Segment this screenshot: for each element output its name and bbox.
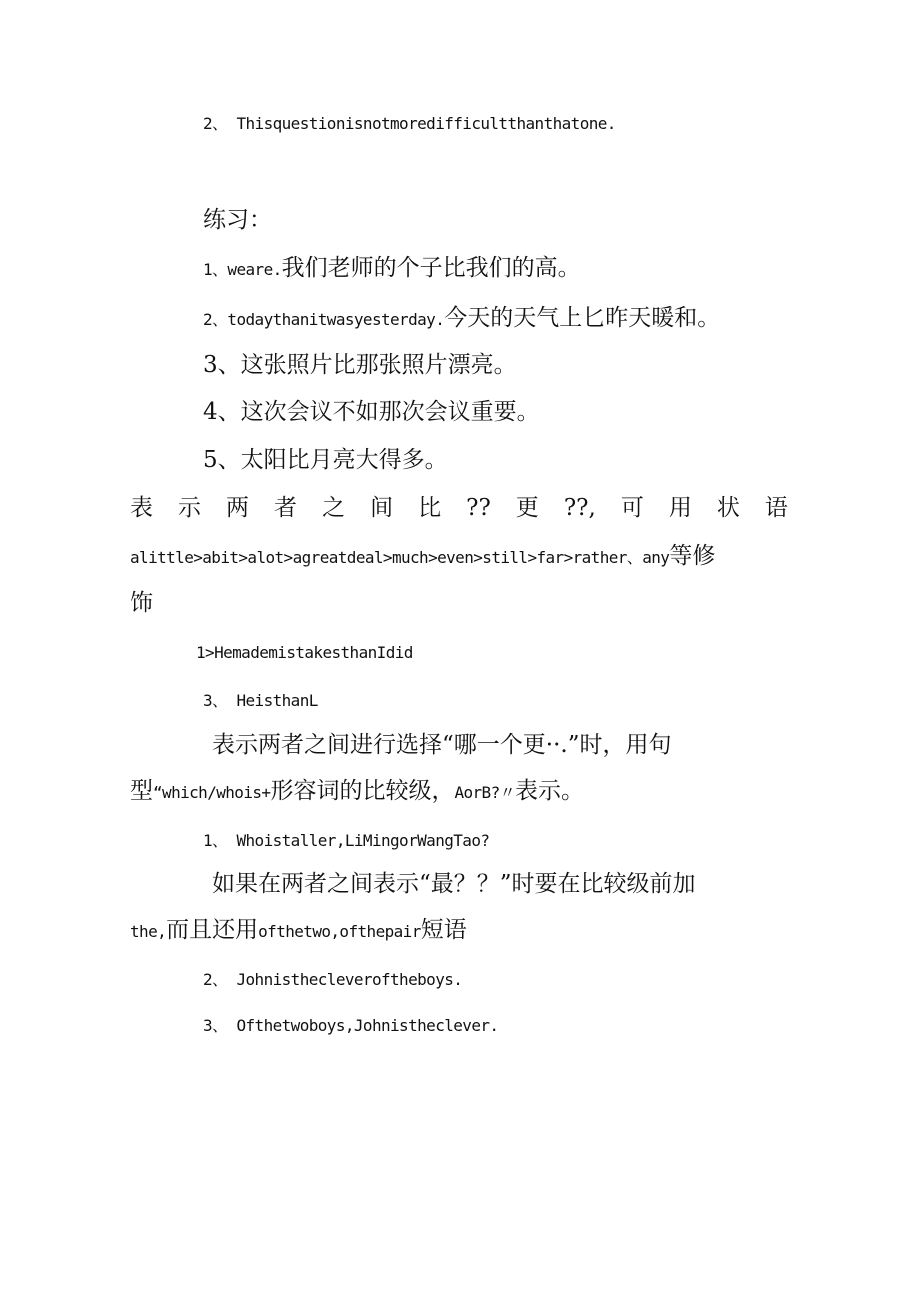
rule-paragraph-choice: 表示两者之间进行选择“哪一个更··.”时，用句 — [212, 732, 672, 758]
rule-most-part-d: 短语 — [420, 917, 467, 943]
rule-word: 者 — [274, 495, 298, 521]
rule-word: 语 — [764, 495, 788, 521]
exercise-item-2-zh: 今天的天气上匕昨天暖和。 — [444, 305, 721, 331]
rule-word: 两 — [226, 495, 250, 521]
exercise-item-1-zh: 我们老师的个子比我们的高。 — [281, 255, 581, 281]
adverb-list-line — [130, 545, 715, 568]
rule-choice-aorb: AorB?〃 — [454, 783, 516, 802]
rule-word: 之 — [322, 495, 346, 521]
exercise-item-2 — [203, 307, 720, 330]
example-sentence-mistakes: 1>HemademistakesthanIdid — [196, 643, 413, 662]
rule-most-part-b: 而且还用 — [166, 917, 259, 943]
exercise-item-4: 4、这次会议不如那次会议重要。 — [203, 399, 540, 425]
adverb-list-suffix: 等修 — [669, 543, 716, 569]
rule-word: ??, — [563, 495, 596, 521]
rule-most-the: the, — [130, 922, 167, 941]
exercise-item-5: 5、太阳比月亮大得多。 — [203, 447, 448, 473]
rule-word: 间 — [370, 495, 394, 521]
rule-word: 可 — [620, 495, 644, 521]
rule-word: 用 — [668, 495, 692, 521]
adverb-list-continuation: 饰 — [130, 590, 153, 616]
rule-paragraph-most-cont — [130, 919, 467, 942]
exercise-item-1-en: 1、weare. — [203, 260, 282, 279]
rule-paragraph-choice-cont — [130, 780, 584, 803]
rule-word: 状 — [716, 495, 740, 521]
example-sentence-2: 2、 Thisquestionisnotmoredifficultthanthatone. — [203, 114, 616, 133]
rule-most-phrases: ofthetwo,ofthepair — [258, 922, 421, 941]
exercise-item-2-en: 2、todaythanitwasyesterday. — [203, 310, 445, 329]
exercise-heading: 练习： — [203, 207, 272, 233]
rule-choice-part-c: 形容词的比较级， — [270, 778, 455, 804]
example-sentence-heis: 3、 HeisthanL — [203, 691, 318, 710]
exercise-item-1 — [203, 257, 581, 280]
rule-paragraph-most: 如果在两者之间表示“最？？”时要在比较级前加 — [212, 871, 696, 897]
adverb-list: alittle>abit>alot>agreatdeal>much>even>still>far>rather、any — [130, 548, 670, 567]
example-sentence-taller: 1、 Whoistaller,LiMingorWangTao? — [203, 831, 490, 850]
rule-choice-pattern: “which/whois+ — [153, 783, 271, 802]
rule-word: 更 — [515, 495, 539, 521]
exercise-item-3: 3、这张照片比那张照片漂亮。 — [203, 352, 517, 378]
rule-word: 表 — [130, 495, 153, 521]
example-sentence-clever-1: 2、 Johnisthecleveroftheboys. — [203, 970, 463, 989]
rule-choice-part-a: 型 — [130, 778, 153, 804]
rule-word: ?? — [466, 495, 491, 521]
rule-word: 比 — [418, 495, 442, 521]
rule-word: 示 — [178, 495, 202, 521]
rule-paragraph-degree — [130, 497, 788, 520]
rule-choice-part-e: 表示。 — [515, 778, 585, 804]
example-sentence-clever-2: 3、 Ofthetwoboys,Johnistheclever. — [203, 1016, 499, 1035]
